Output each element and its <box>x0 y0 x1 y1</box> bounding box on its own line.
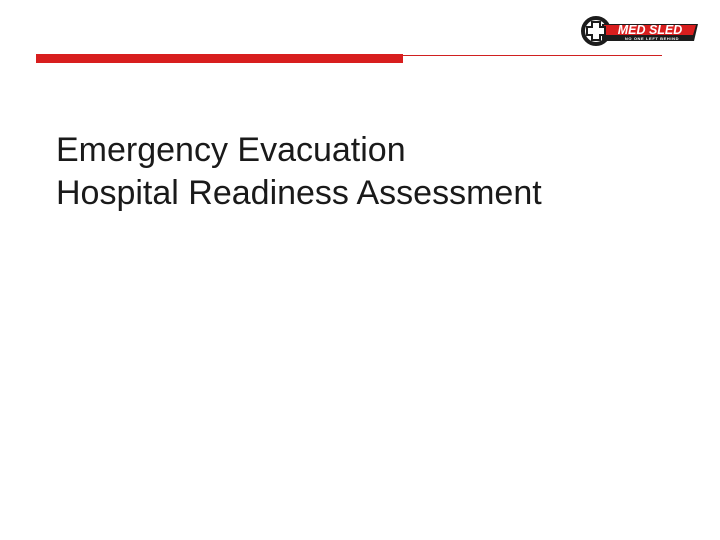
logo-brand-text: MED SLED <box>617 23 683 37</box>
logo-tagline-text: NO ONE LEFT BEHIND <box>624 36 680 41</box>
title-line-2: Hospital Readiness Assessment <box>56 174 542 212</box>
title-line-1: Emergency Evacuation <box>56 131 406 169</box>
header-accent-bar <box>36 54 403 63</box>
slide-title <box>56 129 676 215</box>
med-sled-logo <box>580 14 704 48</box>
